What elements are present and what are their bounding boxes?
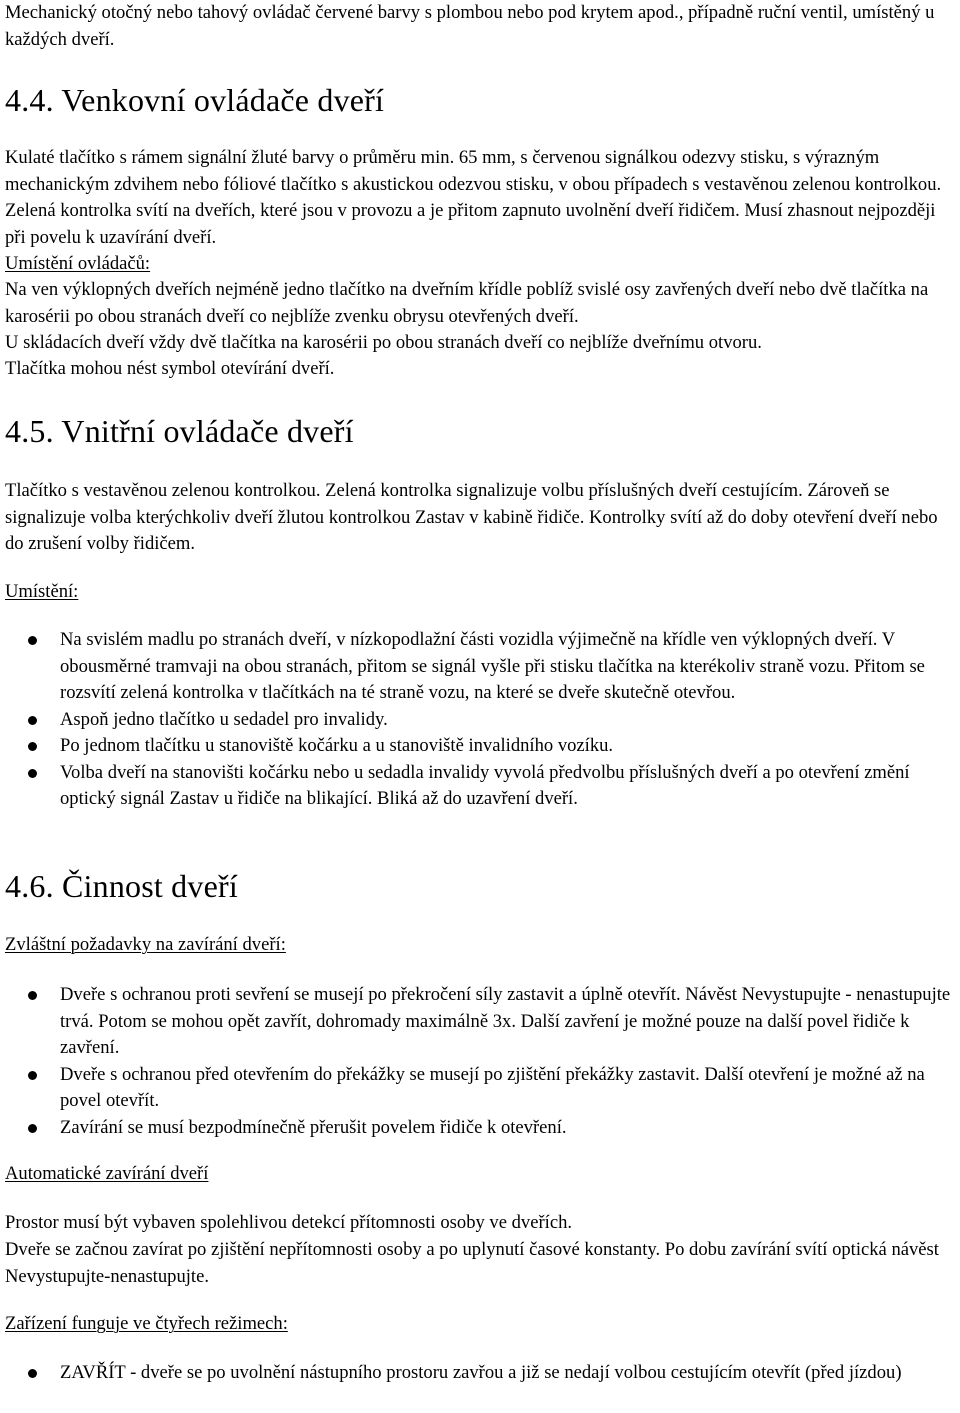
list-item (5, 627, 957, 707)
bullet-dot-icon (28, 769, 37, 778)
bullet-dot-icon (28, 742, 37, 751)
s44-paragraph-symbol: Tlačítka mohou nést symbol otevírání dveří. (5, 358, 335, 379)
list-item (5, 707, 957, 734)
bullet-dot-icon (28, 1369, 37, 1378)
s46-label-automatic-closing (5, 1161, 957, 1188)
list-item-text: ZAVŘÍT - dveře se po uvolnění nástupního prostoru zavřou a již se nedají volbou cestujícím otevřít (před jízdou) (60, 1362, 902, 1383)
list-item-text: Dveře s ochranou před otevřením do překážky se musejí po zjištění překážky zastavit. Další otevření je možné až na povel otevřít. (60, 1063, 925, 1111)
s45-label-placement (5, 579, 957, 606)
s46-label-automatic-closing-text: Automatické zavírání dveří (5, 1163, 209, 1184)
list-item-text: Po jednom tlačítku u stanoviště kočárku a u stanoviště invalidního vozíku. (60, 735, 614, 756)
section-heading-4-6: 4.6. Činnost dveří (5, 868, 238, 904)
list-item-text: Volba dveří na stanovišti kočárku nebo u sedadla invalidy vyvolá předvolbu příslušných dveří a po otevření změní optický signál Zastav u řidiče na blikající. Bliká až do uzavření dveří. (60, 761, 910, 809)
s45-paragraph-description: Tlačítko s vestavěnou zelenou kontrolkou. Zelená kontrolka signalizuje volbu příslušných dveří cestujícím. Zároveň se signalizuje volba kterýchkoliv dveří žlutou kontrolkou Zastav v kabině řidiče. Kontrolky svítí až do doby otevření dveří nebo do zrušení volby řidičem. (5, 480, 938, 554)
s44-label-placement-text: Umístění ovládačů: (5, 253, 151, 274)
list-item-text: Dveře s ochranou proti sevření se musejí po překročení síly zastavit a úplně otevřít. Návěst Nevystupujte - nenastupujte trvá. Potom se mohou opět zavřít, dohromady maximálně 3x. Další zavření je možné pouze na další povel řidiče k zavření. (60, 984, 951, 1058)
list-item (5, 982, 957, 1062)
s44-paragraph-folding-doors: U skládacích dveří vždy dvě tlačítka na karosérii po obou stranách dveří co nejblíže dveřnímu otvoru. (5, 332, 762, 353)
list-item (5, 1360, 957, 1387)
s46-bullet-list-closing (5, 982, 957, 1141)
list-item-text: Aspoň jedno tlačítko u sedadel pro invalidy. (60, 708, 388, 730)
s46-label-closing-requirements (5, 932, 957, 959)
s46-bullet-list-modes (5, 1360, 957, 1387)
bullet-dot-icon (28, 1124, 37, 1133)
bullet-dot-icon (28, 716, 37, 725)
s45-label-placement-text: Umístění: (5, 581, 79, 602)
list-item (5, 1062, 957, 1115)
list-item (5, 733, 957, 760)
s46-label-modes (5, 1311, 957, 1338)
s46-paragraph-closing-timer: Dveře se začnou zavírat po zjištění nepřítomnosti osoby a po uplynutí časové konstanty. Po dobu zavírání svítí optická návěst Nevystupujte-nenastupujte. (5, 1239, 939, 1287)
bullet-dot-icon (28, 1071, 37, 1080)
s46-label-modes-text: Zařízení funguje ve čtyřech režimech: (5, 1313, 288, 1334)
list-item (5, 760, 957, 813)
list-item-text: Na svislém madlu po stranách dveří, v nízkopodlažní části vozidla výjimečně na křídle ven výklopných dveří. V obousměrné tramvaji na obou stranách, přitom se signál vyšle při stisku tlačítka na kterékoliv straně vozu. Přitom se rozsvítí zelená kontrolka v tlačítkách na té straně vozu, na které se dveře skutečně otevřou. (60, 629, 925, 703)
s45-bullet-list (5, 627, 957, 813)
s46-paragraph-detection: Prostor musí být vybaven spolehlivou detekcí přítomnosti osoby ve dveřích. (5, 1212, 573, 1233)
s46-label-closing-requirements-text: Zvláštní požadavky na zavírání dveří: (5, 934, 286, 955)
list-item-text: Zavírání se musí bezpodmínečně přerušit povelem řidiče k otevření. (60, 1116, 567, 1138)
section-heading-4-5: 4.5. Vnitřní ovládače dveří (5, 413, 354, 449)
s44-paragraph-description: Kulaté tlačítko s rámem signální žluté barvy o průměru min. 65 mm, s červenou signálkou odezvy stisku, s výrazným mechanickým zdvihem nebo fóliové tlačítko s akustickou odezvou stisku, v obou případech s vestavěnou zelenou kontrolkou. Zelená kontrolka svítí na dveřích, které jsou v provozu a je přitom zapnuto uvolnění dveří řidičem. Musí zhasnout nejpozději při povelu k uzavírání dveří. (5, 147, 942, 248)
s44-label-placement (5, 251, 957, 278)
section-heading-4-4: 4.4. Venkovní ovládače dveří (5, 82, 385, 118)
intro-paragraph: Mechanický otočný nebo tahový ovládač červené barvy s plombou nebo pod krytem apod., případně ruční ventil, umístěný u každých dveří. (5, 2, 935, 50)
s44-paragraph-outward-doors: Na ven výklopných dveřích nejméně jedno tlačítko na dveřním křídle poblíž svislé osy zavřených dveří nebo dvě tlačítka na karosérii po obou stranách dveří co nejblíže zvenku obrysu otevřených dveří. (5, 279, 929, 327)
bullet-dot-icon (28, 636, 37, 645)
bullet-dot-icon (28, 991, 37, 1000)
list-item (5, 1115, 957, 1142)
